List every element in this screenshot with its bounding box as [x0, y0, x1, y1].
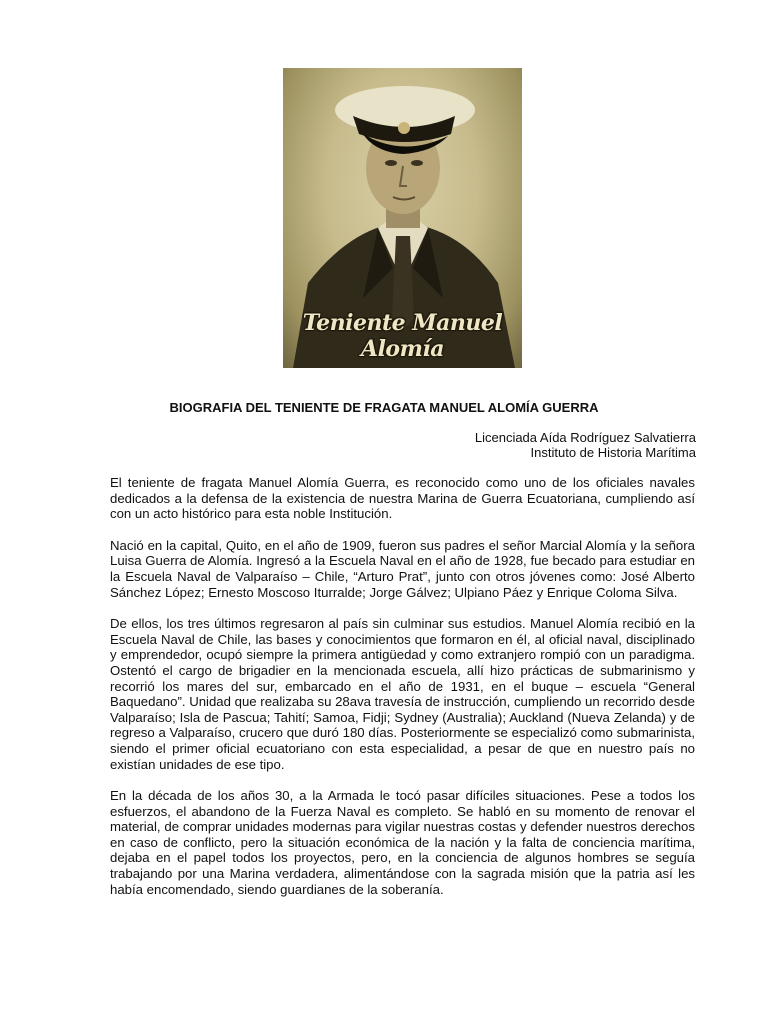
paragraph: En la década de los años 30, a la Armada le tocó pasar difíciles situaciones. Pese a todos los esfuerzos, el abandono de la Fuerza Naval es completo. Se habló en su momento de renovar el material, de comprar unidades modernas para vigilar nuestras costas y defender nuestros derechos en caso de conflicto, pero la situación económica de la nación y la falta de conciencia marítima, dejaba en el papel todos los proyectos, pero, en la conciencia de algunos hombres se seguía trabajando por una Marina verdadera, alimentándose con la sagrada misión que la patria así les había encomendado, siendo guardianes de la soberanía.: [110, 788, 695, 897]
author-block: [475, 430, 696, 460]
paragraph: De ellos, los tres últimos regresaron al país sin culminar sus estudios. Manuel Alomía recibió en la Escuela Naval de Chile, las bases y conocimientos que formaron en él, al oficial naval, disciplinado y emprendedor, ocupó siempre la primera antigüedad y como extranjero rompió con un paradigma. Ostentó el cargo de brigadier en la mencionada escuela, allí hizo prácticas de submarinismo y recorrió los mares del sur, embarcado en el año de 1931, en el buque – escuela “General Baquedano”. Unidad que realizaba su 28ava travesía de instrucción, cumpliendo un recorrido desde Valparaíso; Isla de Pascua; Tahití; Samoa, Fidji; Sydney (Australia); Auckland (Nueva Zelanda) y de regreso a Valparaíso, crucero que duró 180 días. Posteriormente se especializó como submarinista, siendo el primer oficial ecuatoriano con esta especialidad, a pesar de que en nuestro país no existían unidades de ese tipo.: [110, 616, 696, 772]
portrait-photo: [283, 68, 522, 368]
document-body: [110, 475, 695, 913]
document-title: BIOGRAFIA DEL TENIENTE DE FRAGATA MANUEL ALOMÍA GUERRA: [169, 400, 599, 415]
author-institution: Instituto de Historia Marítima: [530, 445, 696, 460]
paragraph: Nació en la capital, Quito, en el año de 1909, fueron sus padres el señor Marcial Alomía y la señora Luisa Guerra de Alomía. Ingresó a la Escuela Naval en el año de 1928, fue becado para estudiar en la Escuela Naval de Valparaíso – Chile, “Arturo Prat”, junto con otros jóvenes como: José Alberto Sánchez López; Ernesto Moscoso Iturralde; Jorge Gálvez; Ulpiano Páez y Enrique Coloma Silva.: [110, 537, 695, 600]
author-name: Licenciada Aída Rodríguez Salvatierra: [474, 430, 696, 445]
photo-caption: Teniente Manuel Alomía: [302, 310, 503, 362]
paragraph: El teniente de fragata Manuel Alomía Guerra, es reconocido como uno de los oficiales navales dedicados a la defensa de la existencia de nuestra Marina de Guerra Ecuatoriana, cumpliendo así con un acto histórico para esta noble Institución.: [110, 475, 695, 522]
